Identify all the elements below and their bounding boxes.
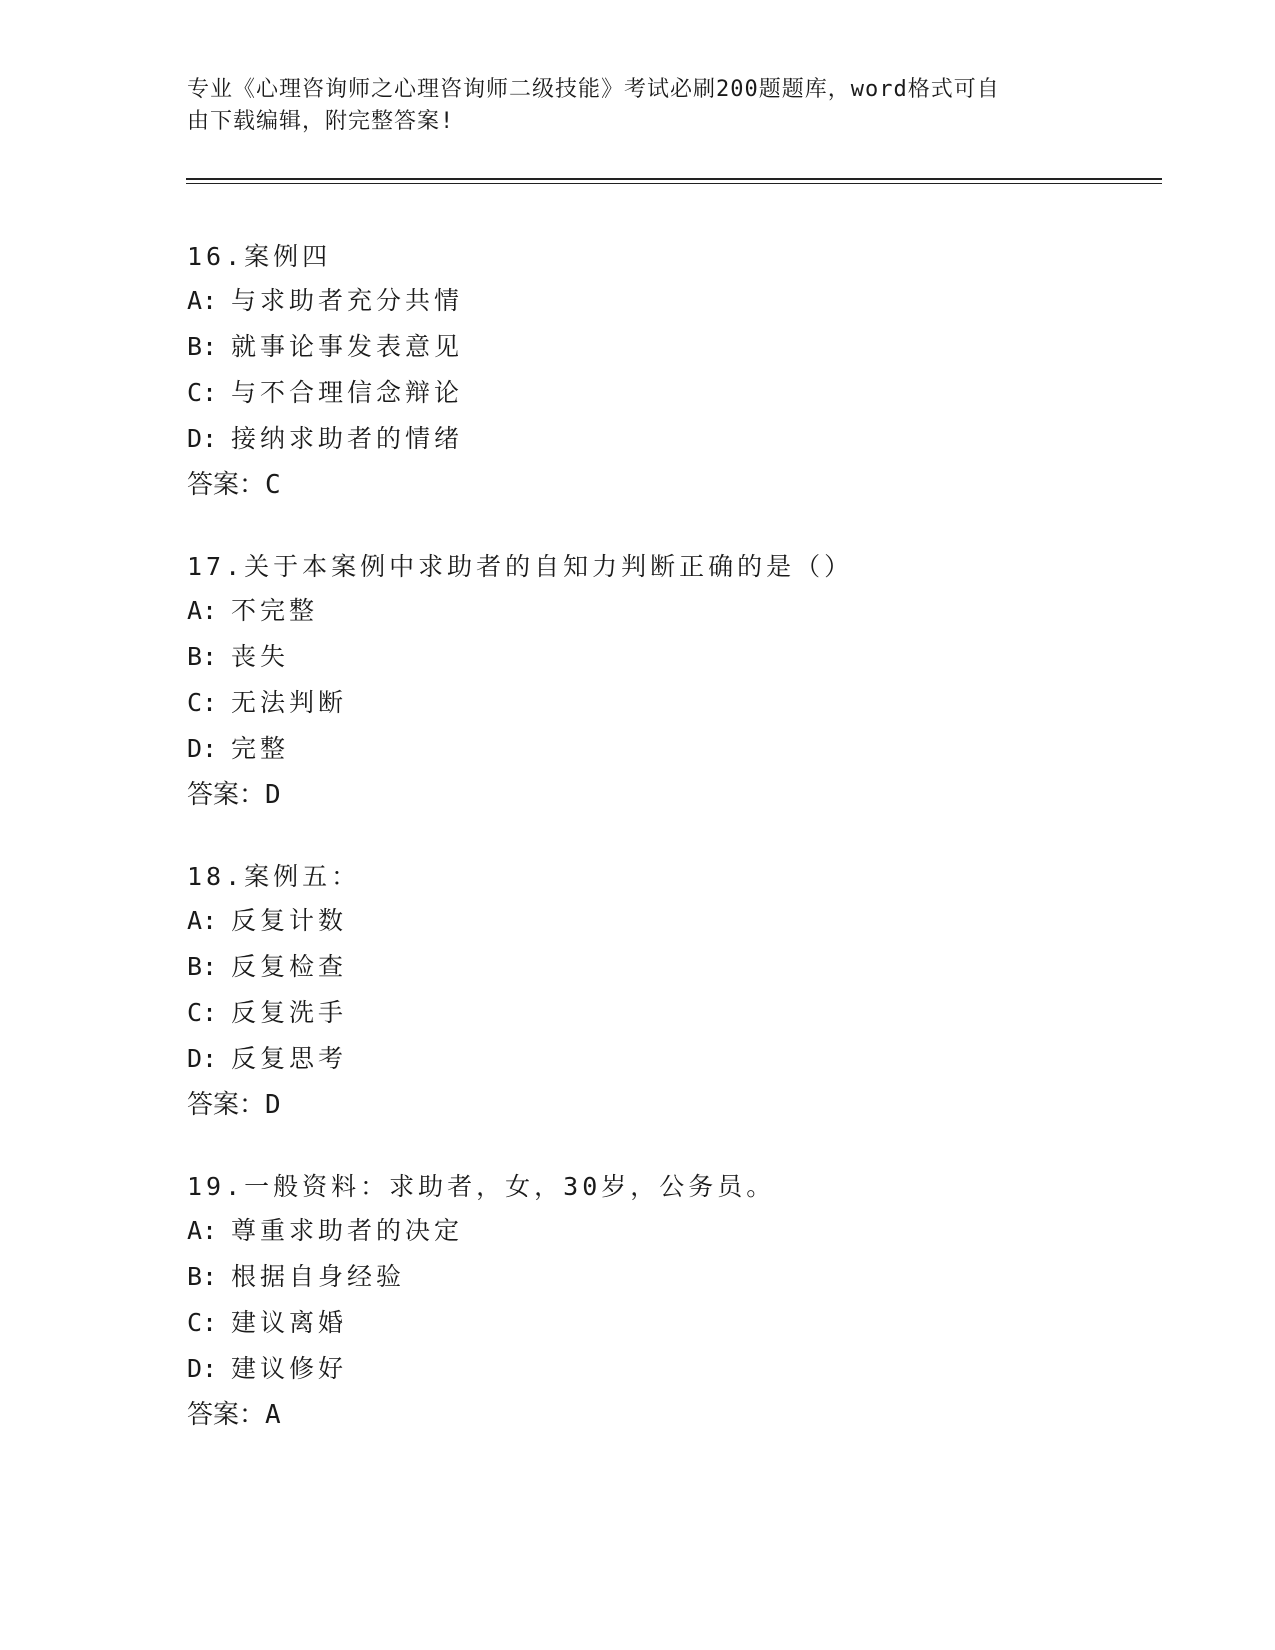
question-16: [187, 235, 1147, 508]
option-d: [187, 726, 1147, 772]
option-text: 与不合理信念辩论: [231, 378, 464, 407]
answer-label: 答案：: [187, 1090, 266, 1120]
option-text: 反复洗手: [231, 998, 348, 1027]
question-list: [187, 235, 1147, 1475]
option-text: 与求助者充分共情: [231, 286, 464, 315]
option-letter: D:: [187, 734, 218, 763]
option-letter: B:: [187, 1262, 218, 1291]
option-text: 不完整: [231, 596, 319, 625]
header-divider: [186, 178, 1162, 184]
option-c: [187, 1300, 1147, 1346]
option-letter: A:: [187, 596, 218, 625]
answer-value: A: [265, 1400, 281, 1430]
option-c: [187, 990, 1147, 1036]
answer-line: [187, 462, 1147, 508]
option-letter: A:: [187, 286, 218, 315]
option-text: 建议修好: [231, 1354, 348, 1383]
option-a: [187, 278, 1147, 324]
option-letter: C:: [187, 998, 218, 1027]
option-letter: A:: [187, 1216, 218, 1245]
option-b: [187, 634, 1147, 680]
answer-line: [187, 1392, 1147, 1438]
header-line-2: 由下载编辑，附完整答案!: [187, 109, 455, 134]
option-d: [187, 416, 1147, 462]
question-stem: 16.案例四: [187, 242, 332, 271]
answer-label: 答案：: [187, 470, 266, 500]
answer-value: D: [265, 1090, 281, 1120]
option-letter: B:: [187, 332, 218, 361]
option-text: 接纳求助者的情绪: [231, 424, 464, 453]
option-text: 尊重求助者的决定: [231, 1216, 464, 1245]
option-text: 反复检查: [231, 952, 348, 981]
option-a: [187, 588, 1147, 634]
option-d: [187, 1036, 1147, 1082]
header-line-1: 专业《心理咨询师之心理咨询师二级技能》考试必刷200题题库，word格式可自: [187, 77, 1000, 102]
option-letter: D:: [187, 1044, 218, 1073]
option-text: 建议离婚: [231, 1308, 348, 1337]
option-letter: D:: [187, 424, 218, 453]
option-letter: A:: [187, 906, 218, 935]
option-letter: B:: [187, 952, 218, 981]
option-c: [187, 680, 1147, 726]
question-stem: 19.一般资料：求助者，女，30岁，公务员。: [187, 1172, 776, 1201]
option-letter: C:: [187, 378, 218, 407]
document-header: [187, 74, 1087, 138]
option-text: 反复思考: [231, 1044, 348, 1073]
answer-line: [187, 772, 1147, 818]
option-b: [187, 324, 1147, 370]
answer-label: 答案：: [187, 1400, 266, 1430]
question-stem: 18.案例五：: [187, 862, 361, 891]
option-text: 就事论事发表意见: [231, 332, 464, 361]
answer-value: D: [265, 780, 281, 810]
answer-value: C: [265, 470, 281, 500]
option-a: [187, 898, 1147, 944]
option-b: [187, 1254, 1147, 1300]
option-text: 反复计数: [231, 906, 348, 935]
option-c: [187, 370, 1147, 416]
option-letter: B:: [187, 642, 218, 671]
option-letter: C:: [187, 688, 218, 717]
question-stem: 17.关于本案例中求助者的自知力判断正确的是（）: [187, 552, 854, 581]
answer-label: 答案：: [187, 780, 266, 810]
answer-line: [187, 1082, 1147, 1128]
option-b: [187, 944, 1147, 990]
question-19: [187, 1165, 1147, 1438]
question-18: [187, 855, 1147, 1128]
option-d: [187, 1346, 1147, 1392]
question-17: [187, 545, 1147, 818]
option-text: 完整: [231, 734, 290, 763]
option-letter: C:: [187, 1308, 218, 1337]
option-a: [187, 1208, 1147, 1254]
option-text: 根据自身经验: [231, 1262, 406, 1291]
option-letter: D:: [187, 1354, 218, 1383]
option-text: 丧失: [231, 642, 290, 671]
option-text: 无法判断: [231, 688, 348, 717]
